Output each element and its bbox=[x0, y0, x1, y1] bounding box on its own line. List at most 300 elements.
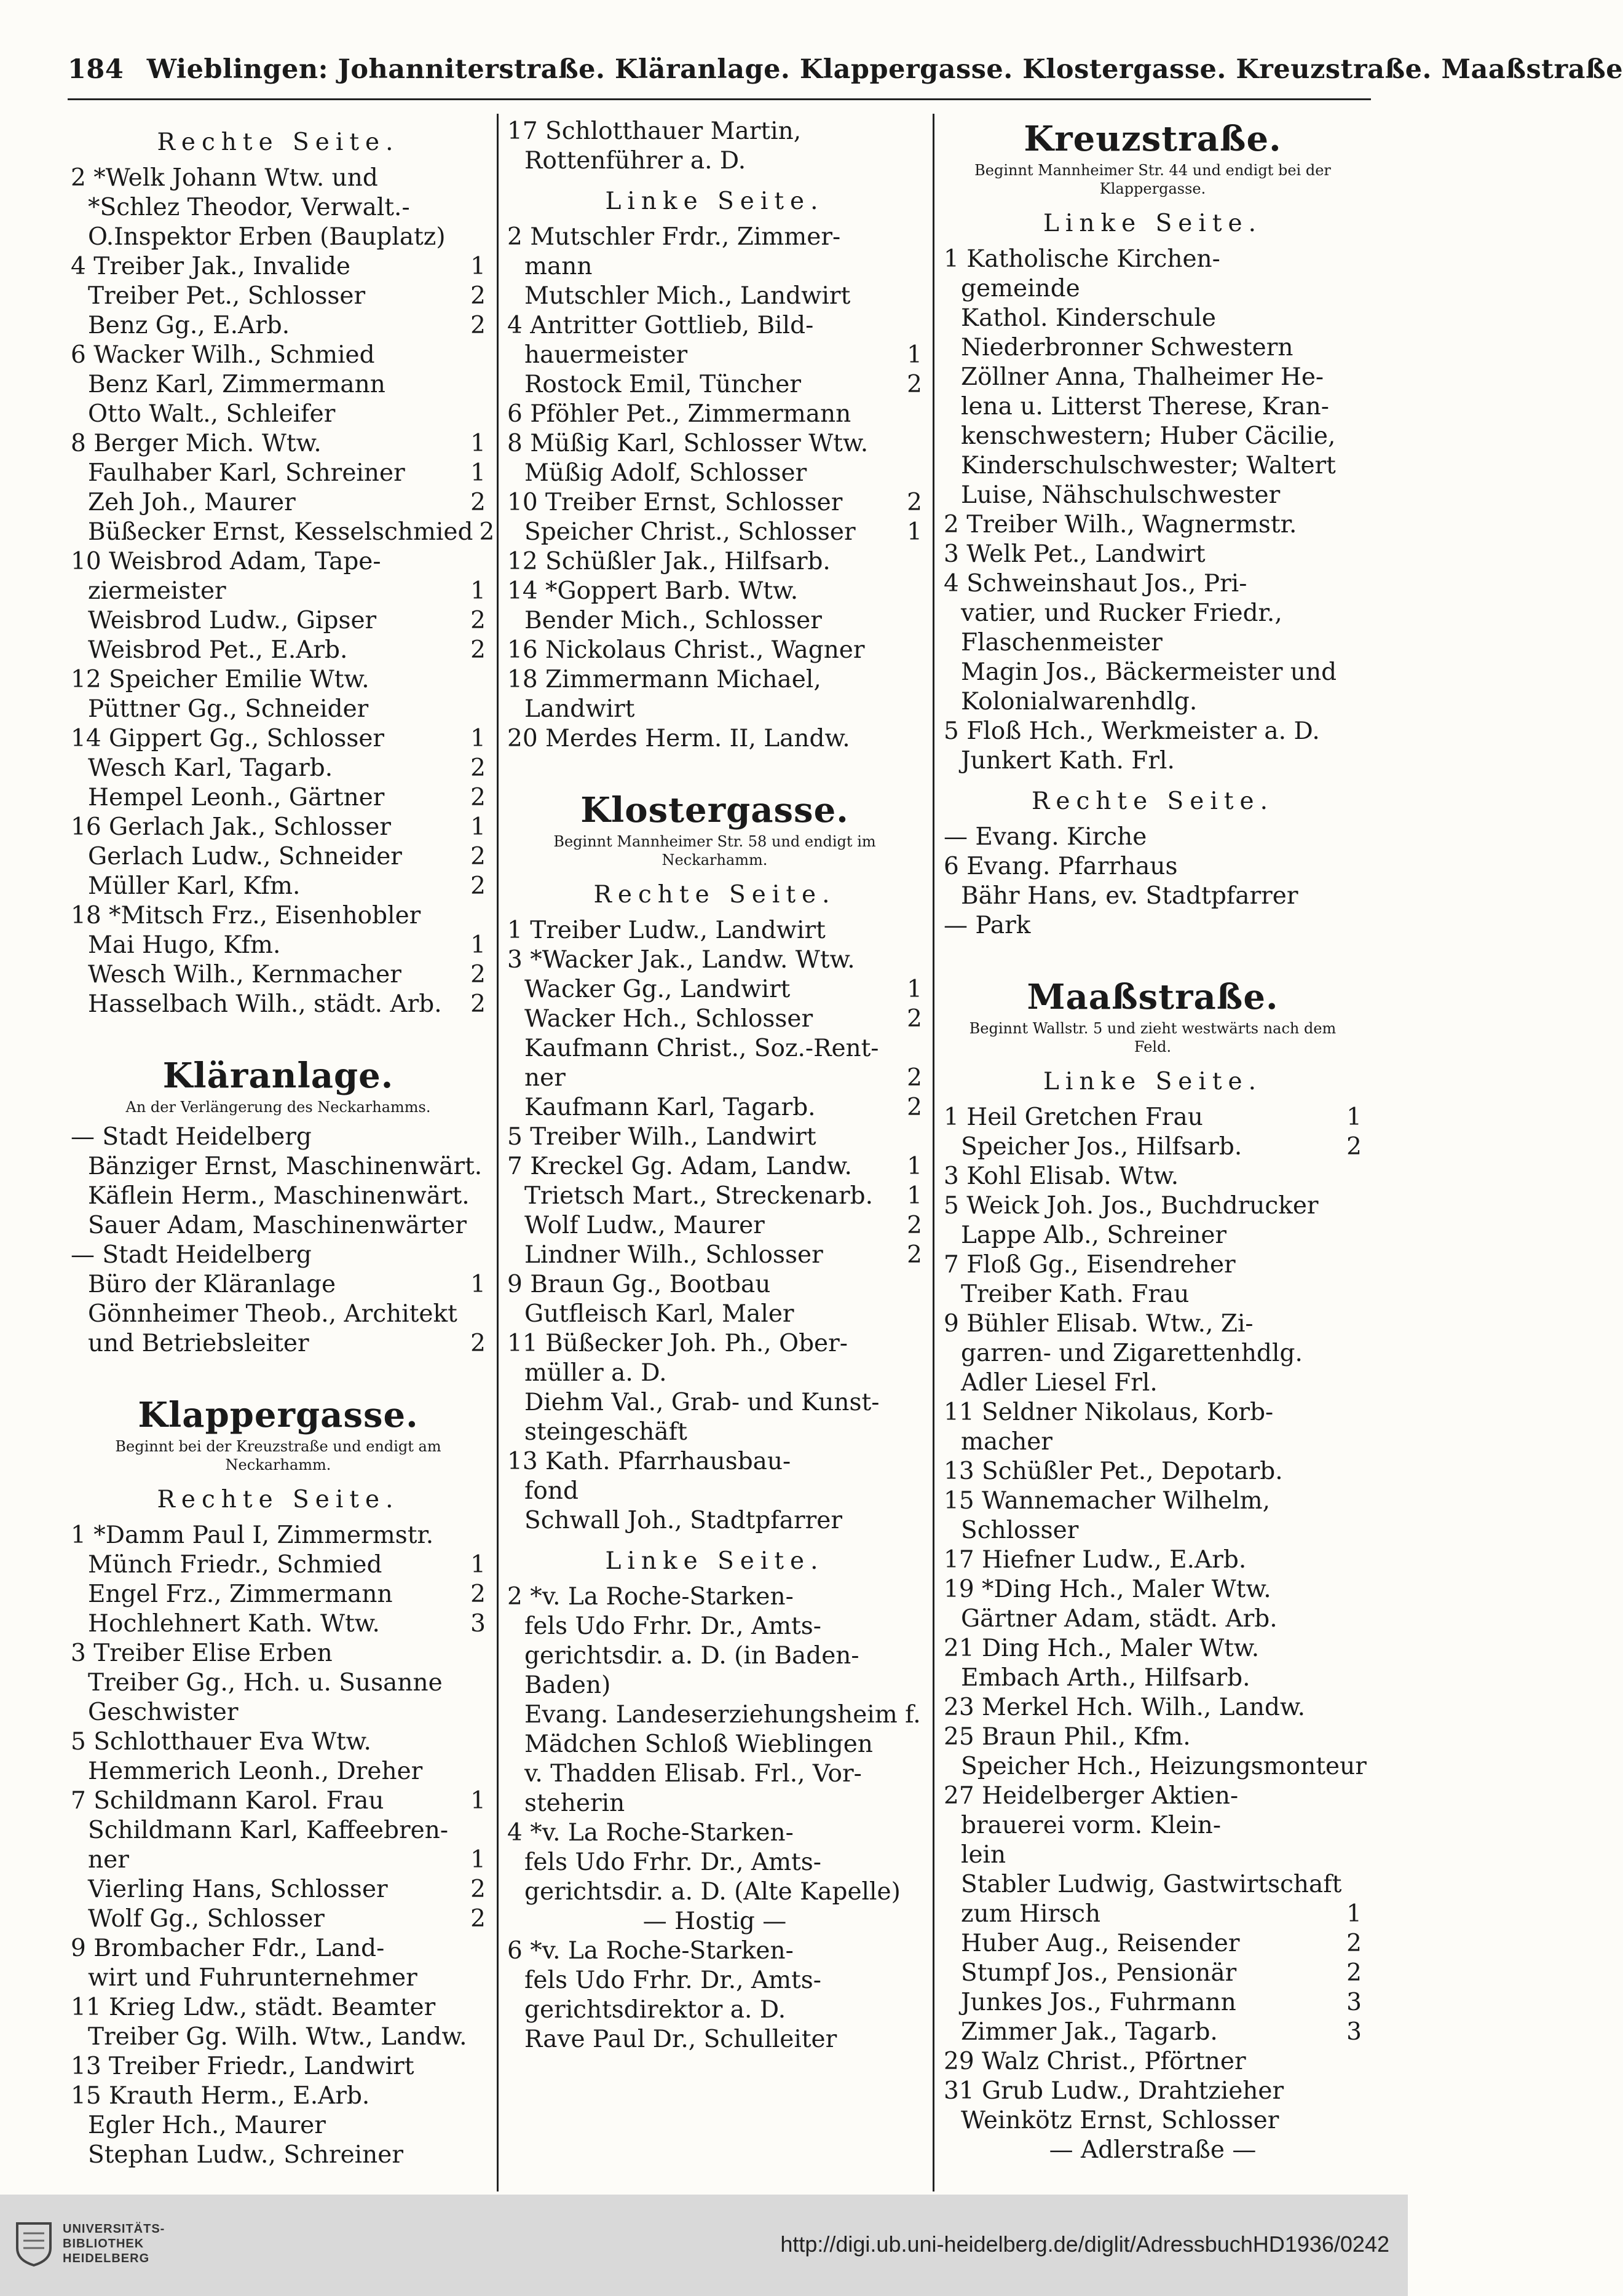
directory-entry bbox=[507, 459, 922, 488]
floor-number: 2 bbox=[1346, 1930, 1362, 1957]
directory-entry bbox=[944, 1752, 1367, 1781]
directory-entry bbox=[71, 1122, 486, 1152]
column-1 bbox=[71, 117, 495, 2195]
directory-entry bbox=[71, 606, 486, 636]
floor-number: 1 bbox=[907, 518, 922, 546]
entry-text: vatier, und Rucker Friedr., bbox=[961, 599, 1282, 627]
entry-text: Wolf Ludw., Maurer bbox=[524, 1212, 765, 1239]
entry-text: 13 Schüßler Pet., Depotarb. bbox=[944, 1458, 1283, 1485]
entry-text: müller a. D. bbox=[524, 1359, 667, 1387]
entry-text: Junkes Jos., Fuhrmann bbox=[961, 1989, 1236, 2016]
street-title: Klostergasse. bbox=[580, 790, 849, 830]
directory-entry bbox=[71, 252, 486, 282]
directory-entry bbox=[944, 1722, 1362, 1752]
directory-entry bbox=[944, 1516, 1362, 1545]
entry-text: 7 Kreckel Gg. Adam, Landw. bbox=[507, 1153, 852, 1180]
directory-entry bbox=[507, 429, 922, 459]
entry-text: Luise, Nähschulschwester bbox=[961, 481, 1281, 509]
entry-text: 12 Schüßler Jak., Hilfsarb. bbox=[507, 548, 831, 575]
floor-number: 1 bbox=[470, 430, 486, 457]
directory-entry bbox=[507, 1612, 922, 1641]
entry-text: Magin Jos., Bäckermeister und bbox=[961, 658, 1337, 686]
entry-text: — Hostig — bbox=[642, 1907, 787, 1935]
directory-entry bbox=[944, 1191, 1362, 1221]
directory-entry bbox=[71, 2022, 486, 2052]
entry-text: lein bbox=[961, 1841, 1006, 1869]
entry-text: Diehm Val., Grab- und Kunst- bbox=[524, 1389, 880, 1416]
floor-number: 1 bbox=[470, 931, 486, 959]
entry-text: Lindner Wilh., Schlosser bbox=[524, 1241, 823, 1269]
directory-entry bbox=[944, 1959, 1362, 1988]
entry-text: wirt und Fuhrunternehmer bbox=[88, 1964, 417, 1992]
entry-text: Benz Gg., E.Arb. bbox=[88, 312, 290, 339]
directory-entry bbox=[507, 1300, 922, 1329]
entry-text: 5 Treiber Wilh., Landwirt bbox=[507, 1123, 816, 1151]
entry-text: 16 Nickolaus Christ., Wagner bbox=[507, 636, 865, 664]
directory-entry bbox=[71, 1727, 486, 1757]
logo-line: HEIDELBERG bbox=[63, 2252, 150, 2265]
entry-text: 1 Katholische Kirchen- bbox=[944, 245, 1220, 273]
entry-text: Mutschler Mich., Landwirt bbox=[524, 282, 851, 310]
entry-text: 10 Weisbrod Adam, Tape- bbox=[71, 548, 381, 575]
entry-text: Benz Karl, Zimmermann bbox=[88, 371, 385, 398]
entry-text: 13 Kath. Pfarrhausbau- bbox=[507, 1448, 791, 1475]
floor-number: 1 bbox=[907, 976, 922, 1003]
directory-entry bbox=[944, 658, 1362, 687]
entry-text: Kaufmann Karl, Tagarb. bbox=[524, 1094, 816, 1121]
directory-entry bbox=[507, 1329, 922, 1359]
floor-number: 1 bbox=[907, 1182, 922, 1210]
entry-text: 2 *Welk Johann Wtw. und bbox=[71, 164, 378, 192]
entry-text: 6 *v. La Roche-Starken- bbox=[507, 1937, 794, 1965]
entry-text: gerichtsdir. a. D. (Alte Kapelle) bbox=[524, 1878, 901, 1906]
entry-text: Niederbronner Schwestern bbox=[961, 334, 1293, 361]
entry-text: Bänziger Ernst, Maschinenwärt. bbox=[88, 1153, 483, 1180]
directory-entry bbox=[507, 665, 922, 695]
floor-number: 1 bbox=[470, 253, 486, 280]
directory-entry bbox=[507, 975, 922, 1004]
street-title: Kreuzstraße. bbox=[1024, 119, 1282, 159]
directory-entry bbox=[507, 1447, 922, 1477]
entry-text: Treiber Pet., Schlosser bbox=[88, 282, 366, 310]
entry-text: Treiber Gg., Hch. u. Susanne bbox=[88, 1669, 443, 1697]
street-note: Beginnt Mannheimer Str. 58 und endigt im Neckarhamm. bbox=[553, 833, 876, 869]
side-heading: Linke Seite. bbox=[1043, 210, 1263, 237]
directory-entry bbox=[507, 518, 922, 547]
entry-text: fels Udo Frhr. Dr., Amts- bbox=[524, 1967, 821, 1994]
floor-number: 2 bbox=[907, 1241, 922, 1269]
floor-number: 1 bbox=[470, 577, 486, 605]
directory-entry bbox=[507, 1211, 922, 1241]
floor-number: 2 bbox=[1346, 1959, 1362, 1987]
column-divider bbox=[933, 114, 934, 2191]
directory-entry bbox=[71, 842, 486, 872]
entry-list bbox=[71, 164, 495, 1019]
directory-entry bbox=[507, 311, 922, 341]
directory-entry bbox=[71, 282, 486, 311]
directory-entry bbox=[507, 1582, 922, 1612]
directory-entry bbox=[71, 1963, 486, 1993]
directory-entry bbox=[944, 2106, 1362, 2136]
entry-text: Treiber Gg. Wilh. Wtw., Landw. bbox=[88, 2023, 467, 2051]
directory-entry bbox=[71, 665, 486, 695]
entry-text: Evang. Landeserziehungsheim f. bbox=[524, 1701, 921, 1729]
entry-text: Stabler Ludwig, Gastwirtschaft bbox=[961, 1871, 1342, 1898]
entry-list bbox=[944, 1103, 1367, 2165]
entry-text: Gerlach Ludw., Schneider bbox=[88, 843, 402, 870]
entry-text: 17 Schlotthauer Martin, bbox=[507, 117, 802, 145]
directory-entry bbox=[71, 370, 486, 400]
directory-entry bbox=[71, 1152, 486, 1182]
floor-number: 2 bbox=[470, 636, 486, 664]
side-heading: Linke Seite. bbox=[1043, 1068, 1263, 1095]
floor-number: 3 bbox=[470, 1610, 486, 1638]
entry-text: 8 Müßig Karl, Schlosser Wtw. bbox=[507, 430, 869, 457]
directory-entry bbox=[71, 488, 486, 518]
entry-text: fels Udo Frhr. Dr., Amts- bbox=[524, 1612, 821, 1640]
library-logo[interactable] bbox=[15, 2213, 199, 2274]
entry-text: und Betriebsleiter bbox=[88, 1330, 309, 1357]
street-note: Beginnt Mannheimer Str. 44 und endigt bei der Klappergasse. bbox=[974, 162, 1331, 197]
entry-text: Engel Frz., Zimmermann bbox=[88, 1580, 393, 1608]
directory-entry bbox=[944, 1368, 1362, 1398]
entry-text: brauerei vorm. Klein- bbox=[961, 1812, 1222, 1839]
entry-text: Geschwister bbox=[88, 1698, 239, 1726]
directory-entry bbox=[944, 1221, 1362, 1250]
entry-text: Zimmer Jak., Tagarb. bbox=[961, 2018, 1218, 2046]
entry-text: fond bbox=[524, 1477, 579, 1505]
directory-entry bbox=[944, 481, 1362, 510]
floor-number: 2 bbox=[479, 518, 495, 546]
entry-text: — Stadt Heidelberg bbox=[71, 1123, 312, 1151]
directory-entry bbox=[944, 304, 1362, 333]
directory-entry bbox=[944, 823, 1362, 852]
entry-text: 10 Treiber Ernst, Schlosser bbox=[507, 489, 843, 516]
directory-entry bbox=[71, 2081, 486, 2111]
directory-entry bbox=[944, 882, 1362, 911]
source-url-link[interactable]: http://digi.ub.uni-heidelberg.de/diglit/AdressbuchHD1936/0242 bbox=[780, 2231, 1389, 2257]
entry-text: Kinderschulschwester; Waltert bbox=[961, 452, 1336, 479]
directory-entry bbox=[507, 945, 922, 975]
entry-text: Büro der Kläranlage bbox=[88, 1271, 336, 1298]
directory-entry bbox=[944, 333, 1362, 363]
entry-text: 25 Braun Phil., Kfm. bbox=[944, 1723, 1191, 1751]
floor-number: 2 bbox=[470, 1580, 486, 1608]
entry-text: — Evang. Kirche bbox=[944, 823, 1147, 851]
directory-entry bbox=[71, 1182, 486, 1211]
entry-text: ner bbox=[88, 1846, 129, 1874]
entry-text: 2 Mutschler Frdr., Zimmer- bbox=[507, 223, 841, 251]
directory-entry bbox=[944, 510, 1362, 540]
floor-number: 2 bbox=[470, 990, 486, 1018]
directory-entry bbox=[944, 1840, 1362, 1870]
entry-text: Speicher Jos., Hilfsarb. bbox=[961, 1133, 1242, 1161]
directory-entry bbox=[71, 1993, 486, 2022]
entry-text: lena u. Litterst Therese, Kran- bbox=[961, 393, 1329, 420]
street-title: Klappergasse. bbox=[138, 1395, 419, 1435]
street-title: Kläranlage. bbox=[162, 1055, 394, 1096]
directory-entry bbox=[71, 1786, 486, 1816]
floor-number: 2 bbox=[470, 961, 486, 988]
directory-entry bbox=[944, 628, 1362, 658]
directory-entry bbox=[71, 960, 486, 990]
directory-entry bbox=[507, 547, 922, 577]
floor-number: 2 bbox=[470, 1330, 486, 1357]
directory-entry bbox=[944, 1811, 1362, 1840]
entry-text: Müller Karl, Kfm. bbox=[88, 872, 301, 900]
entry-text: Speicher Hch., Heizungsmonteur bbox=[961, 1753, 1367, 1780]
side-heading: Linke Seite. bbox=[605, 1547, 824, 1575]
directory-entry bbox=[944, 1339, 1362, 1368]
directory-entry bbox=[507, 341, 922, 370]
entry-text: 7 Floß Gg., Eisendreher bbox=[944, 1251, 1236, 1279]
entry-text: Flaschenmeister bbox=[961, 629, 1163, 657]
entry-text: Wacker Hch., Schlosser bbox=[524, 1005, 813, 1033]
entry-list bbox=[944, 245, 1362, 776]
directory-entry bbox=[944, 599, 1362, 628]
directory-entry bbox=[71, 1300, 486, 1329]
entry-text: gemeinde bbox=[961, 275, 1080, 302]
entry-text: mann bbox=[524, 253, 593, 280]
floor-number: 1 bbox=[1346, 1103, 1362, 1131]
directory-entry bbox=[507, 2025, 922, 2054]
directory-entry bbox=[71, 1875, 486, 1904]
entry-text: 15 Krauth Herm., E.Arb. bbox=[71, 2082, 370, 2110]
footer-bar bbox=[0, 2195, 1408, 2296]
entry-text: 21 Ding Hch., Maler Wtw. bbox=[944, 1635, 1260, 1662]
entry-text: 17 Hiefner Ludw., E.Arb. bbox=[944, 1546, 1247, 1574]
entry-text: 1 *Damm Paul I, Zimmermstr. bbox=[71, 1521, 434, 1549]
side-heading: Rechte Seite. bbox=[157, 128, 400, 156]
directory-entry bbox=[71, 193, 486, 223]
entry-text: 2 *v. La Roche-Starken- bbox=[507, 1583, 794, 1611]
directory-entry bbox=[71, 1580, 486, 1609]
entry-text: Hempel Leonh., Gärtner bbox=[88, 784, 385, 811]
entry-text: Baden) bbox=[524, 1671, 611, 1699]
directory-entry bbox=[71, 1816, 486, 1845]
entry-text: 1 Heil Gretchen Frau bbox=[944, 1103, 1203, 1131]
directory-entry bbox=[71, 1934, 486, 1963]
entry-text: 9 Bühler Elisab. Wtw., Zi- bbox=[944, 1310, 1254, 1338]
directory-entry bbox=[71, 223, 486, 252]
street-note: Beginnt Wallstr. 5 und zieht westwärts nach dem Feld. bbox=[969, 1020, 1337, 1055]
entry-text: 29 Walz Christ., Pförtner bbox=[944, 2048, 1246, 2075]
directory-entry bbox=[507, 1641, 922, 1671]
entry-text: ner bbox=[524, 1064, 566, 1092]
directory-entry bbox=[71, 1639, 486, 1668]
directory-entry bbox=[507, 1270, 922, 1300]
directory-entry bbox=[944, 1604, 1362, 1634]
street-note: Beginnt bei der Kreuzstraße und endigt am Neckarhamm. bbox=[115, 1438, 441, 1473]
entry-text: 3 Treiber Elise Erben bbox=[71, 1639, 333, 1667]
entry-text: Wolf Gg., Schlosser bbox=[88, 1905, 325, 1933]
entry-text: macher bbox=[961, 1428, 1052, 1456]
floor-number: 2 bbox=[470, 872, 486, 900]
directory-entry bbox=[71, 311, 486, 341]
directory-entry bbox=[944, 1693, 1362, 1722]
street-note: An der Verlängerung des Neckarhamms. bbox=[125, 1099, 431, 1116]
entry-text: gerichtsdirektor a. D. bbox=[524, 1996, 786, 2024]
entry-text: Junkert Kath. Frl. bbox=[961, 747, 1175, 775]
floor-number: 2 bbox=[907, 489, 922, 516]
side-heading: Linke Seite. bbox=[605, 187, 824, 215]
directory-entry bbox=[944, 2047, 1362, 2077]
directory-entry bbox=[944, 1575, 1362, 1604]
entry-text: 6 Wacker Wilh., Schmied bbox=[71, 341, 375, 369]
entry-text: 7 Schildmann Karol. Frau bbox=[71, 1787, 384, 1815]
directory-entry bbox=[944, 245, 1362, 274]
entry-text: Hasselbach Wilh., städt. Arb. bbox=[88, 990, 442, 1018]
entry-text: 23 Merkel Hch. Wilh., Landw. bbox=[944, 1694, 1306, 1721]
entry-text: 4 *v. La Roche-Starken- bbox=[507, 1819, 794, 1847]
directory-entry bbox=[507, 1907, 922, 1936]
entry-text: Weinkötz Ernst, Schlosser bbox=[961, 2107, 1279, 2134]
floor-number: 2 bbox=[470, 489, 486, 516]
floor-number: 2 bbox=[907, 1212, 922, 1239]
entry-text: Mädchen Schloß Wieblingen bbox=[524, 1730, 873, 1758]
entry-text: Huber Aug., Reisender bbox=[961, 1930, 1240, 1957]
floor-number: 2 bbox=[470, 282, 486, 310]
floor-number: 2 bbox=[1346, 1133, 1362, 1161]
directory-entry bbox=[71, 341, 486, 370]
entry-text: Zöllner Anna, Thalheimer He- bbox=[961, 363, 1324, 391]
directory-entry bbox=[944, 1663, 1362, 1693]
floor-number: 1 bbox=[907, 1153, 922, 1180]
entry-text: Schlosser bbox=[961, 1517, 1079, 1544]
directory-entry bbox=[507, 1241, 922, 1270]
directory-entry bbox=[71, 429, 486, 459]
directory-entry bbox=[507, 1388, 922, 1418]
directory-entry bbox=[507, 606, 922, 636]
directory-entry bbox=[71, 1270, 486, 1300]
entry-text: Kathol. Kinderschule bbox=[961, 304, 1216, 332]
entry-text: Püttner Gg., Schneider bbox=[88, 695, 369, 723]
directory-entry bbox=[507, 1093, 922, 1122]
entry-text: Rottenführer a. D. bbox=[524, 147, 746, 175]
entry-list bbox=[507, 916, 922, 1536]
directory-entry bbox=[71, 1904, 486, 1934]
entry-text: steingeschäft bbox=[524, 1418, 687, 1446]
entry-text: Bähr Hans, ev. Stadtpfarrer bbox=[961, 882, 1298, 910]
directory-entry bbox=[507, 1848, 922, 1877]
entry-text: *Schlez Theodor, Verwalt.- bbox=[88, 194, 410, 221]
entry-text: 4 Treiber Jak., Invalide bbox=[71, 253, 351, 280]
entry-text: 3 *Wacker Jak., Landw. Wtw. bbox=[507, 946, 855, 974]
directory-entry bbox=[71, 901, 486, 931]
directory-entry bbox=[944, 1545, 1362, 1575]
entry-text: Weisbrod Pet., E.Arb. bbox=[88, 636, 348, 664]
directory-entry bbox=[71, 990, 486, 1019]
entry-text: 4 Schweinshaut Jos., Pri- bbox=[944, 570, 1247, 598]
entry-text: Wacker Gg., Landwirt bbox=[524, 976, 791, 1003]
directory-entry bbox=[507, 1818, 922, 1848]
entry-text: Kaufmann Christ., Soz.-Rent- bbox=[524, 1035, 879, 1062]
directory-entry bbox=[507, 916, 922, 945]
entry-text: Stumpf Jos., Pensionär bbox=[961, 1959, 1237, 1987]
floor-number: 2 bbox=[470, 607, 486, 634]
entry-text: 9 Braun Gg., Bootbau bbox=[507, 1271, 771, 1298]
floor-number: 1 bbox=[470, 813, 486, 841]
directory-entry bbox=[507, 1359, 922, 1388]
entry-text: 31 Grub Ludw., Drahtzieher bbox=[944, 2077, 1284, 2105]
library-seal-icon bbox=[15, 2221, 53, 2266]
entry-text: 4 Antritter Gottlieb, Bild- bbox=[507, 312, 814, 339]
entry-text: Wesch Karl, Tagarb. bbox=[88, 754, 333, 782]
column-divider bbox=[497, 114, 499, 2191]
directory-entry bbox=[507, 1063, 922, 1093]
entry-text: Landwirt bbox=[524, 695, 635, 723]
directory-entry bbox=[507, 1152, 922, 1182]
directory-entry bbox=[71, 1521, 486, 1550]
directory-entry bbox=[507, 1789, 922, 1818]
directory-entry bbox=[71, 400, 486, 429]
directory-entry bbox=[944, 717, 1362, 746]
directory-entry bbox=[507, 1418, 922, 1447]
floor-number: 2 bbox=[470, 784, 486, 811]
logo-line: UNIVERSITÄTS- bbox=[63, 2222, 165, 2236]
entry-text: Kolonialwarenhdlg. bbox=[961, 688, 1198, 716]
entry-text: Faulhaber Karl, Schreiner bbox=[88, 459, 405, 487]
floor-number: 2 bbox=[907, 1064, 922, 1092]
entry-text: Schildmann Karl, Kaffeebren- bbox=[88, 1817, 448, 1844]
directory-entry bbox=[944, 1309, 1362, 1339]
floor-number: 1 bbox=[907, 341, 922, 369]
directory-entry bbox=[71, 695, 486, 724]
entry-text: zum Hirsch bbox=[961, 1900, 1101, 1928]
entry-text: Käflein Herm., Maschinenwärt. bbox=[88, 1182, 470, 1210]
entry-text: 14 *Goppert Barb. Wtw. bbox=[507, 577, 799, 605]
entry-text: Treiber Kath. Frau bbox=[961, 1280, 1190, 1308]
directory-entry bbox=[944, 1132, 1362, 1162]
entry-text: 19 *Ding Hch., Maler Wtw. bbox=[944, 1576, 1271, 1603]
entry-text: 8 Berger Mich. Wtw. bbox=[71, 430, 322, 457]
directory-entry bbox=[71, 1241, 486, 1270]
directory-entry bbox=[944, 392, 1362, 422]
floor-number: 1 bbox=[1346, 1900, 1362, 1928]
directory-entry bbox=[944, 2018, 1362, 2047]
directory-entry bbox=[71, 931, 486, 960]
directory-entry bbox=[944, 1398, 1362, 1427]
directory-entry bbox=[507, 1506, 922, 1536]
entry-text: 5 Weick Joh. Jos., Buchdrucker bbox=[944, 1192, 1319, 1220]
page-header bbox=[68, 54, 1623, 97]
street-title: Maaßstraße. bbox=[1027, 977, 1279, 1017]
directory-entry bbox=[71, 754, 486, 783]
page-number: 184 bbox=[68, 54, 124, 85]
entry-text: Gärtner Adam, städt. Arb. bbox=[961, 1605, 1277, 1633]
entry-text: ziermeister bbox=[88, 577, 226, 605]
directory-entry bbox=[71, 1550, 486, 1580]
entry-text: Adler Liesel Frl. bbox=[961, 1369, 1158, 1397]
entry-text: kenschwestern; Huber Cäcilie, bbox=[961, 422, 1336, 450]
column-3 bbox=[944, 117, 1367, 2195]
directory-entry bbox=[944, 1486, 1362, 1516]
entry-text: Otto Walt., Schleifer bbox=[88, 400, 336, 428]
directory-entry bbox=[71, 1211, 486, 1241]
directory-entry bbox=[507, 1034, 922, 1063]
directory-entry bbox=[944, 422, 1362, 451]
entry-text: 27 Heidelberger Aktien- bbox=[944, 1782, 1239, 1810]
directory-entry bbox=[507, 1122, 922, 1152]
entry-text: 6 Evang. Pfarrhaus bbox=[944, 853, 1178, 880]
directory-entry bbox=[944, 1280, 1362, 1309]
entry-list bbox=[71, 1122, 486, 1359]
directory-entry bbox=[71, 518, 495, 547]
directory-entry bbox=[507, 577, 922, 606]
entry-list bbox=[507, 223, 922, 754]
directory-entry bbox=[507, 636, 922, 665]
floor-number: 1 bbox=[470, 1551, 486, 1579]
